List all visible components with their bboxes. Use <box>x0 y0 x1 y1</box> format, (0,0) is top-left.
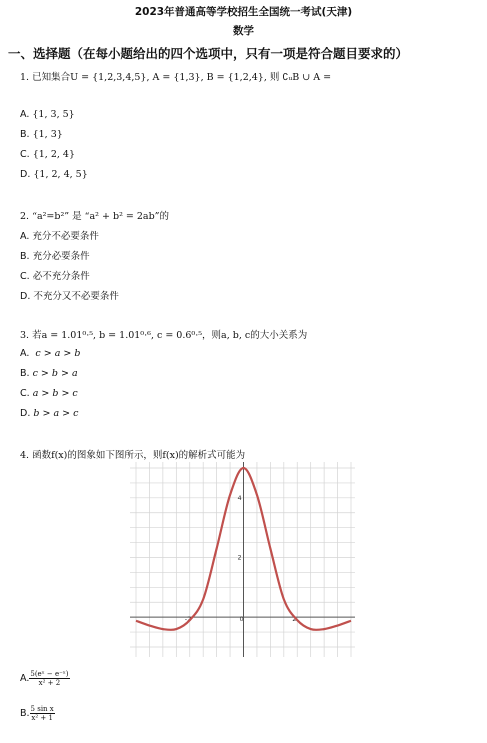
option-label: D. <box>20 169 31 180</box>
q3-option-a <box>20 348 80 359</box>
y-tick-label: 2 <box>237 553 242 562</box>
option-text: b > a > c <box>33 408 79 419</box>
x-tick-label: 2 <box>292 615 297 624</box>
x-tick-label: 0 <box>239 615 244 624</box>
option-text: a > b > c <box>32 388 78 399</box>
numerator: 5(eˣ − e⁻ˣ) <box>30 670 69 678</box>
q2-option-a <box>20 228 99 242</box>
graph-grid <box>130 462 355 657</box>
option-text: {1, 3} <box>32 129 63 140</box>
option-text: {1, 2, 4} <box>32 149 75 160</box>
q1-option-d <box>20 169 88 180</box>
q2-option-b <box>20 248 90 262</box>
denominator: x² + 1 <box>31 714 53 722</box>
q1-option-c <box>20 149 75 160</box>
option-text: 必不充分条件 <box>32 271 90 282</box>
option-text: c > b > a <box>32 368 78 379</box>
option-label: B. <box>20 708 30 719</box>
denominator: x² + 2 <box>38 679 61 687</box>
option-text: {1, 2, 4, 5} <box>33 169 88 180</box>
option-label: A. <box>20 348 30 359</box>
q4-option-b <box>20 705 55 722</box>
function-graph <box>130 462 355 657</box>
subject-title: 数学 <box>233 25 254 37</box>
q1-option-a <box>20 109 75 120</box>
option-text: 充分不必要条件 <box>32 231 99 242</box>
option-label: C. <box>20 271 30 282</box>
q2-option-d <box>20 288 119 302</box>
q1-option-b <box>20 129 63 140</box>
x-tick-label: -2 <box>184 615 192 624</box>
numerator: 5 sin x <box>30 705 54 713</box>
fraction <box>30 705 55 722</box>
y-tick-label: 4 <box>237 493 242 502</box>
q3-option-b <box>20 368 78 379</box>
question-4-stem: 4. 函数f(x)的图象如下图所示，则f(x)的解析式可能为 <box>20 450 246 461</box>
q2-option-c <box>20 268 90 282</box>
q3-option-c <box>20 388 78 399</box>
section-heading: 一、选择题（在每小题给出的四个选项中，只有一项是符合题目要求的） <box>8 46 409 61</box>
option-label: B. <box>20 251 30 262</box>
option-label: A. <box>20 231 30 242</box>
option-text: {1, 3, 5} <box>32 109 75 120</box>
exam-title: 2023年普通高等学校招生全国统一考试(天津) <box>134 6 353 18</box>
option-text: 充分必要条件 <box>32 251 90 262</box>
option-label: C. <box>20 388 30 399</box>
question-1-stem: 1. 已知集合U = {1,2,3,4,5}, A = {1,3}, B = {1,2,4}, 则 ∁ᵤB ∪ A = <box>20 72 332 83</box>
option-text: 不充分又不必要条件 <box>33 291 119 302</box>
question-3-stem: 3. 若a = 1.01⁰·⁵, b = 1.01⁰·⁶, c = 0.6⁰·⁵，则a, b, c的大小关系为 <box>20 330 308 341</box>
option-label: B. <box>20 129 30 140</box>
option-label: A. <box>20 109 30 120</box>
q4-option-a <box>20 670 70 687</box>
graph-axes <box>130 462 355 657</box>
question-2-stem: 2. “a²=b²” 是 “a² + b² = 2ab”的 <box>20 211 170 222</box>
q3-option-d <box>20 408 78 419</box>
option-label: B. <box>20 368 30 379</box>
option-label: A. <box>20 673 30 684</box>
option-label: D. <box>20 291 31 302</box>
option-label: C. <box>20 149 30 160</box>
fraction <box>29 670 69 687</box>
option-text: c > a > b <box>35 348 81 359</box>
option-label: D. <box>20 408 31 419</box>
